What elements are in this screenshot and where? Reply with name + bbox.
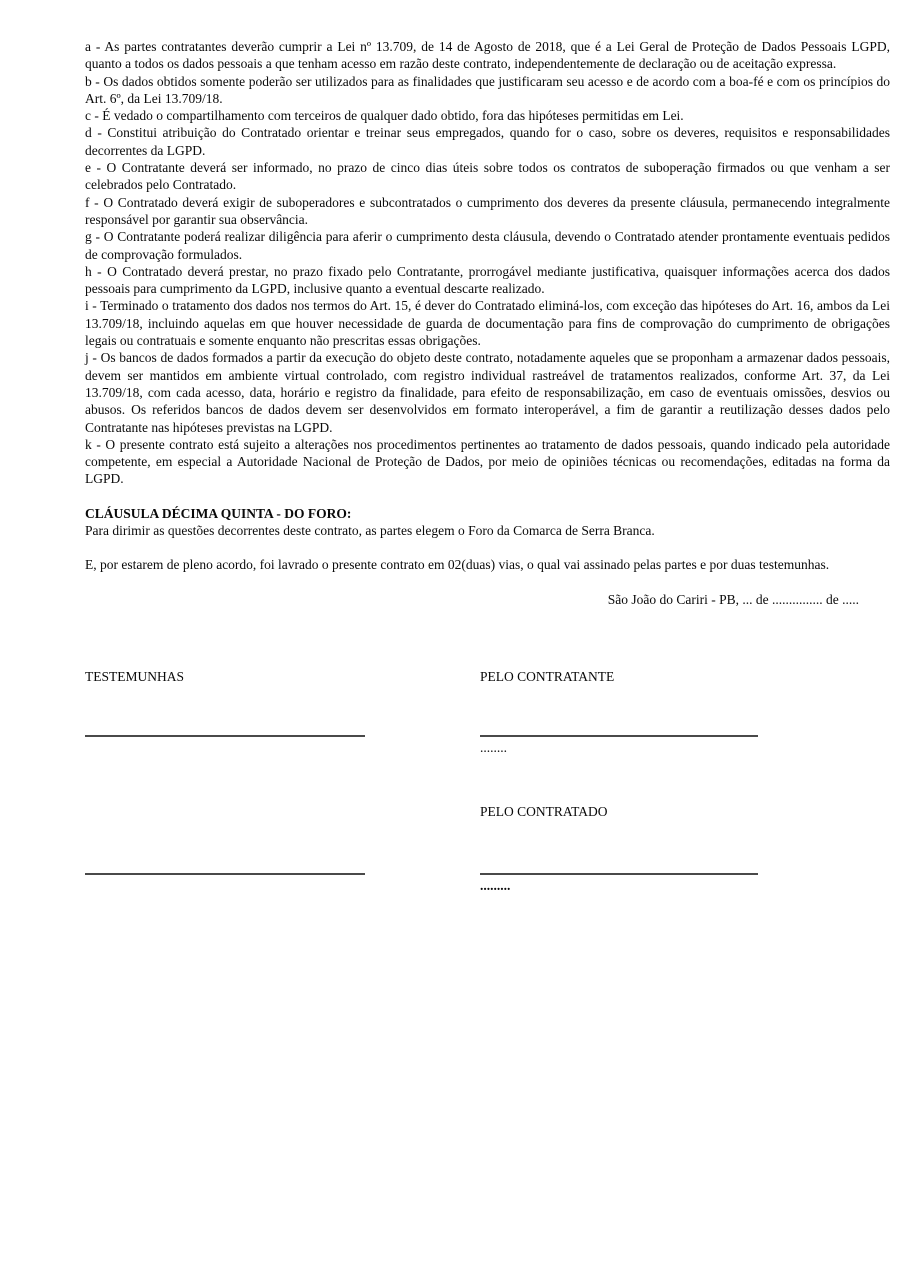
contratado-name-dots: .........: [480, 878, 511, 893]
clause-c: c - É vedado o compartilhamento com terceiros de qualquer dado obtido, fora das hipóteses permitidas em Lei.: [85, 108, 684, 124]
closing-paragraph: E, por estarem de pleno acordo, foi lavrado o presente contrato em 02(duas) vias, o qual vai assinado pelas partes e por duas testemunhas.: [85, 557, 830, 573]
clause-g: g - O Contratante poderá realizar diligência para aferir o cumprimento desta cláusula, devendo o Contratado atender prontamente eventuais pedidos de comprovação formulados.: [85, 229, 890, 262]
clause-a: a - As partes contratantes deverão cumprir a Lei nº 13.709, de 14 de Agosto de 2018, que é a Lei Geral de Proteção de Dados Pessoais LGPD, quanto a todos os dados pessoais a que tenham acesso em razão deste contrato, independentemente de declaração ou de aceitação expressa.: [85, 39, 890, 72]
contratante-name-dots: ........: [480, 740, 507, 755]
clause-d: d - Constitui atribuição do Contratado orientar e treinar seus empregados, quando for o caso, sobre os deveres, requisitos e responsabilidades decorrentes da LGPD.: [85, 125, 890, 158]
contratado-signature-line: [480, 873, 758, 875]
witness-signature-line-1: [85, 735, 365, 737]
clause-j: j - Os bancos de dados formados a partir da execução do objeto deste contrato, notadamente aqueles que se proponham a armazenar dados pessoais, devem ser mantidos em ambiente virtual controlado, com registro individual rastreável de tratamentos realizados, conforme Art. 37, da Lei 13.709/18, com cada acesso, data, horário e registro da finalidade, para efeito de responsabilização, em caso de eventuais omissões, desvios ou abusos. Os referidos bancos de dados devem ser desenvolvidos em formato interoperável, a fim de garantir a reutilização desses dados pelo Contratante nas hipóteses previstas na LGPD.: [85, 350, 890, 435]
contratante-signature-line: [480, 735, 758, 737]
contratante-label: PELO CONTRATANTE: [480, 669, 615, 684]
clause-i: i - Terminado o tratamento dos dados nos termos do Art. 15, é dever do Contratado eliminá-los, com exceção das hipóteses do Art. 16, ambos da Lei 13.709/18, incluindo aquelas em que houver necessidade de guarda de documentação para fins de comprovação do cumprimento de obrigações legais ou contratuais e somente enquanto não prescritas essas obrigações.: [85, 298, 890, 349]
clause-b: b - Os dados obtidos somente poderão ser utilizados para as finalidades que justificaram seu acesso e de acordo com a boa-fé e com os princípios do Art. 6º, da Lei 13.709/18.: [85, 73, 890, 106]
contract-body: [85, 38, 890, 608]
clause-f: f - O Contratado deverá exigir de suboperadores e subcontratados o cumprimento dos deveres da presente cláusula, permanecendo integralmente responsável por garantir sua observância.: [85, 194, 890, 227]
foro-paragraph: Para dirimir as questões decorrentes deste contrato, as partes elegem o Foro da Comarca de Serra Branca.: [85, 523, 655, 539]
clause-e: e - O Contratante deverá ser informado, no prazo de cinco dias úteis sobre todos os contratos de suboperação firmados ou que venham a ser celebrados pelo Contratado.: [85, 160, 890, 193]
contratado-label: PELO CONTRATADO: [480, 804, 608, 819]
clause-k: k - O presente contrato está sujeito a alterações nos procedimentos pertinentes ao tratamento de dados pessoais, quando indicado pela autoridade competente, em especial a Autoridade Nacional de Proteção de Dados, por meio de opiniões técnicas ou recomendações, editadas na forma da LGPD.: [85, 436, 890, 487]
date-line: São João do Cariri - PB, ... de ............... de .....: [607, 591, 859, 607]
clauses: [85, 38, 890, 488]
witness-signature-line-2: [85, 873, 365, 875]
foro-heading: CLÁUSULA DÉCIMA QUINTA - DO FORO:: [85, 505, 352, 521]
clause-h: h - O Contratado deverá prestar, no prazo fixado pelo Contratante, prorrogável mediante justificativa, quaisquer informações acerca dos dados pessoais para cumprimento da LGPD, inclusive quanto a eventual descarte realizado.: [85, 263, 890, 297]
witnesses-label: TESTEMUNHAS: [85, 669, 185, 684]
